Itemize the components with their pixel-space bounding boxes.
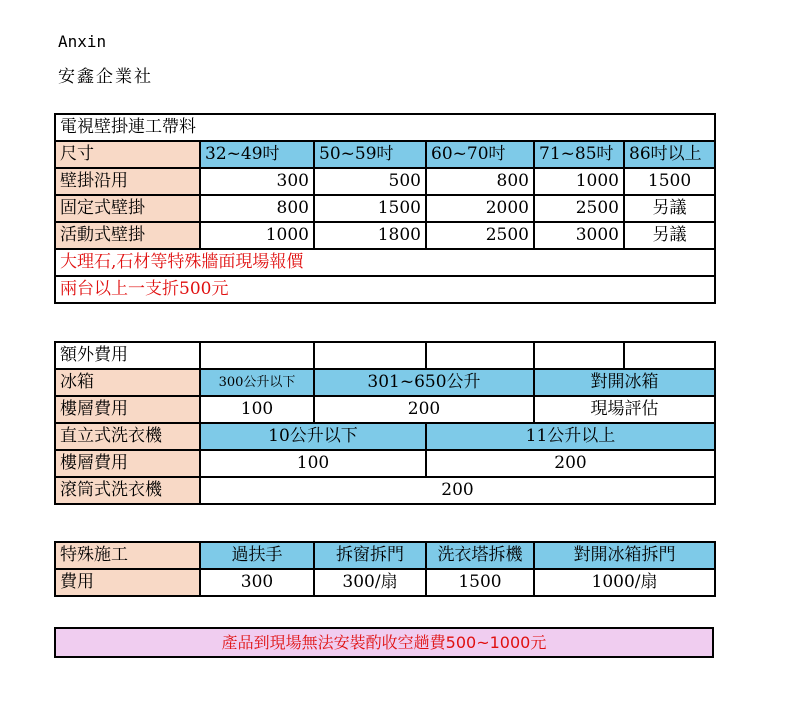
size-header: 71~85吋 [534, 141, 624, 168]
special-work-item: 對開冰箱拆門 [534, 542, 715, 569]
washer-fee: 100 [200, 450, 426, 477]
note-discount: 兩台以上一支折500元 [55, 276, 715, 303]
size-header: 32~49吋 [200, 141, 314, 168]
price-cell: 1800 [314, 222, 426, 249]
floor-fee-label: 樓層費用 [55, 450, 200, 477]
row-label: 壁掛沿用 [55, 168, 200, 195]
tv-mount-price-table [54, 113, 716, 304]
extra-fees-title: 額外費用 [55, 342, 200, 369]
special-work-fee: 300 [200, 569, 314, 596]
company-name-zh: 安鑫企業社 [58, 67, 153, 87]
fridge-option: 300公升以下 [200, 369, 314, 396]
table-row [55, 222, 715, 249]
size-header: 50~59吋 [314, 141, 426, 168]
special-work-fee: 1500 [426, 569, 534, 596]
washer-option: 11公升以上 [426, 423, 715, 450]
note-special-wall: 大理石,石材等特殊牆面現場報價 [55, 249, 715, 276]
fridge-fee: 200 [314, 396, 534, 423]
drum-washer-fee: 200 [200, 477, 715, 504]
fridge-label: 冰箱 [55, 369, 200, 396]
footer-note-table [54, 627, 714, 658]
special-work-item: 過扶手 [200, 542, 314, 569]
tv-mount-title: 電視壁掛連工帶料 [55, 114, 715, 141]
special-work-item: 拆窗拆門 [314, 542, 426, 569]
price-cell: 1000 [534, 168, 624, 195]
price-cell: 800 [200, 195, 314, 222]
price-cell: 300 [200, 168, 314, 195]
price-cell: 1500 [314, 195, 426, 222]
washer-label: 直立式洗衣機 [55, 423, 200, 450]
company-name-en: Anxin [58, 32, 107, 51]
floor-fee-label: 樓層費用 [55, 396, 200, 423]
fridge-option: 301~650公升 [314, 369, 534, 396]
special-work-fee: 1000/扇 [534, 569, 715, 596]
washer-fee: 200 [426, 450, 715, 477]
fridge-fee: 現場評估 [534, 396, 715, 423]
extra-fees-table [54, 341, 716, 505]
price-cell: 1500 [624, 168, 715, 195]
price-cell: 2500 [534, 195, 624, 222]
size-header: 60~70吋 [426, 141, 534, 168]
special-work-item: 洗衣塔拆機 [426, 542, 534, 569]
price-cell: 1000 [200, 222, 314, 249]
price-cell: 2000 [426, 195, 534, 222]
fridge-option: 對開冰箱 [534, 369, 715, 396]
price-cell: 2500 [426, 222, 534, 249]
drum-washer-label: 滾筒式洗衣機 [55, 477, 200, 504]
table-row [55, 195, 715, 222]
washer-option: 10公升以下 [200, 423, 426, 450]
special-work-label: 特殊施工 [55, 542, 200, 569]
special-work-table [54, 541, 716, 597]
price-cell: 500 [314, 168, 426, 195]
fridge-fee: 100 [200, 396, 314, 423]
price-cell: 800 [426, 168, 534, 195]
row-label: 固定式壁掛 [55, 195, 200, 222]
table-row [55, 168, 715, 195]
no-install-fee-note: 產品到現場無法安裝酌收空趟費500~1000元 [55, 628, 713, 657]
size-label: 尺寸 [55, 141, 200, 168]
row-label: 活動式壁掛 [55, 222, 200, 249]
price-cell: 3000 [534, 222, 624, 249]
fee-label: 費用 [55, 569, 200, 596]
price-cell: 另議 [624, 195, 715, 222]
size-header: 86吋以上 [624, 141, 715, 168]
special-work-fee: 300/扇 [314, 569, 426, 596]
price-cell: 另議 [624, 222, 715, 249]
